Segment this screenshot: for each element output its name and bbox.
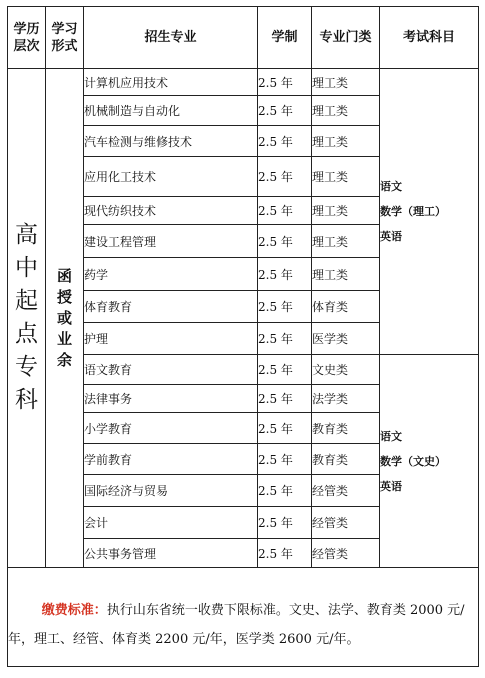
header-subjects: 考试科目: [380, 7, 479, 69]
header-major: 招生专业: [84, 7, 258, 69]
category-cell: 经管类: [312, 475, 380, 507]
major-cell: 国际经济与贸易: [84, 475, 258, 507]
duration-cell: 2.5 年: [258, 157, 312, 197]
major-cell: 会计: [84, 507, 258, 539]
subject-item: 语文: [380, 180, 402, 193]
duration-cell: 2.5 年: [258, 385, 312, 413]
major-cell: 计算机应用技术: [84, 69, 258, 96]
category-cell: 理工类: [312, 157, 380, 197]
major-cell: 机械制造与自动化: [84, 96, 258, 126]
duration-cell: 2.5 年: [258, 69, 312, 96]
header-duration: 学制: [258, 7, 312, 69]
category-cell: 教育类: [312, 413, 380, 444]
header-mode: 学习形式: [46, 7, 84, 69]
duration-cell: 2.5 年: [258, 539, 312, 568]
category-cell: 经管类: [312, 507, 380, 539]
subjects-group-2: [380, 355, 479, 568]
category-cell: 理工类: [312, 197, 380, 225]
duration-cell: 2.5 年: [258, 258, 312, 291]
category-cell: 理工类: [312, 225, 380, 258]
duration-cell: 2.5 年: [258, 126, 312, 157]
subjects-group-1: [380, 69, 479, 355]
category-cell: 理工类: [312, 126, 380, 157]
subject-item: 数学（文史）: [380, 454, 446, 468]
category-cell: 经管类: [312, 539, 380, 568]
major-cell: 小学教育: [84, 413, 258, 444]
duration-cell: 2.5 年: [258, 444, 312, 475]
category-cell: 理工类: [312, 69, 380, 96]
major-cell: 体育教育: [84, 291, 258, 323]
fee-note-cell: [8, 568, 479, 667]
major-cell: 公共事务管理: [84, 539, 258, 568]
category-cell: 法学类: [312, 385, 380, 413]
category-cell: 医学类: [312, 323, 380, 355]
category-cell: 体育类: [312, 291, 380, 323]
subject-item: 数学（理工）: [380, 205, 446, 218]
subject-item: 语文: [380, 429, 402, 443]
duration-cell: 2.5 年: [258, 291, 312, 323]
category-cell: 理工类: [312, 258, 380, 291]
header-category: 专业门类: [312, 7, 380, 69]
mode-cell: [46, 69, 84, 568]
major-cell: 建设工程管理: [84, 225, 258, 258]
fee-note: [8, 596, 478, 654]
major-cell: 护理: [84, 323, 258, 355]
duration-cell: 2.5 年: [258, 413, 312, 444]
major-cell: 法律事务: [84, 385, 258, 413]
level-value: 高中起点专科: [14, 222, 38, 413]
header-level: 学历层次: [8, 7, 46, 69]
mode-value: 函授或业余: [56, 266, 72, 369]
major-cell: 药学: [84, 258, 258, 291]
category-cell: 理工类: [312, 96, 380, 126]
fee-note-row: [8, 568, 479, 667]
major-cell: 语文教育: [84, 355, 258, 385]
subject-item: 英语: [380, 479, 402, 493]
duration-cell: 2.5 年: [258, 96, 312, 126]
duration-cell: 2.5 年: [258, 355, 312, 385]
fee-note-text: 执行山东省统一收费下限标准。文史、法学、教育类 2000 元/年，理工、经管、体育类 2200 元/年，医学类 2600 元/年。: [8, 603, 465, 647]
duration-cell: 2.5 年: [258, 225, 312, 258]
duration-cell: 2.5 年: [258, 197, 312, 225]
header-row: [8, 7, 479, 69]
duration-cell: 2.5 年: [258, 323, 312, 355]
category-cell: 文史类: [312, 355, 380, 385]
fee-note-label: 缴费标准：: [41, 603, 107, 618]
duration-cell: 2.5 年: [258, 507, 312, 539]
table-row: [8, 69, 479, 96]
duration-cell: 2.5 年: [258, 475, 312, 507]
subject-item: 英语: [380, 230, 402, 243]
level-cell: [8, 69, 46, 568]
major-cell: 汽车检测与维修技术: [84, 126, 258, 157]
category-cell: 教育类: [312, 444, 380, 475]
major-cell: 现代纺织技术: [84, 197, 258, 225]
major-cell: 学前教育: [84, 444, 258, 475]
enrollment-table: [7, 6, 479, 667]
major-cell: 应用化工技术: [84, 157, 258, 197]
